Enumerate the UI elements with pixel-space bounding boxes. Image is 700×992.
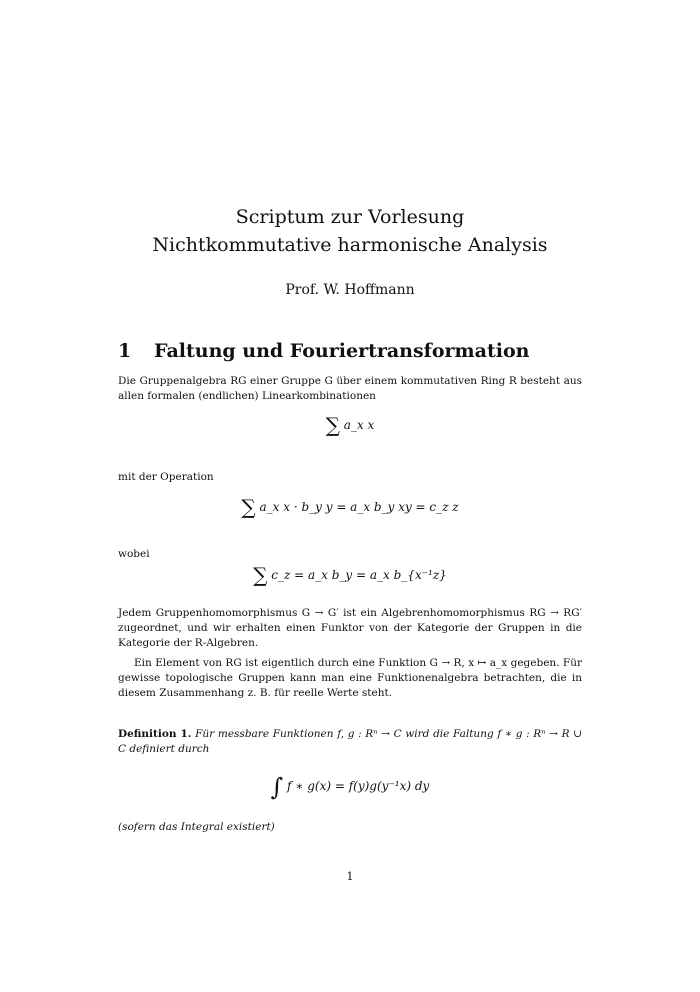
formula-convolution: [0, 773, 700, 801]
formula-coefficients: [0, 563, 700, 587]
remark-text: (sofern das Integral existiert): [118, 821, 275, 833]
definition-text: Für messbare Funktionen f, g : Rⁿ → C wird die Faltung f ∗ g : Rⁿ → R ∪ C definiert durch: [118, 728, 582, 755]
formula-multiplication: [0, 495, 700, 519]
formula-linear-combination: [0, 413, 700, 437]
paragraph-operation: mit der Operation: [118, 471, 214, 483]
sum-symbol: ∑: [241, 495, 256, 519]
integral-symbol: ∫: [270, 773, 284, 801]
formula-text: a_x x: [343, 418, 375, 432]
formula-text: a_x x · b_y y = a_x b_y xy = c_z z: [259, 500, 459, 514]
sum-symbol: ∑: [253, 563, 268, 587]
page-number: 1: [346, 870, 354, 883]
formula-text: f ∗ g(x) = f(y)g(y⁻¹x) dy: [287, 779, 430, 793]
section-title: Faltung und Fouriertransformation: [154, 340, 530, 362]
author: Prof. W. Hoffmann: [285, 282, 415, 298]
section-heading: [118, 340, 529, 362]
paragraph-functor: Jedem Gruppenhomomorphismus G → G′ ist ein Algebrenhomomorphismus RG → RG′ zugeordnet, und wir erhalten einen Funktor von der Kategorie der Gruppen in die Kategorie der R-Algebren.: [118, 607, 582, 649]
remark: [118, 820, 582, 835]
paragraph-wobei: wobei: [118, 548, 150, 560]
formula-text: c_z = a_x b_y = a_x b_{x⁻¹z}: [271, 568, 447, 582]
document-title-line-2: Nichtkommutative harmonische Analysis: [152, 234, 548, 256]
definition-block: [118, 727, 582, 757]
document-title-line-1: Scriptum zur Vorlesung: [235, 206, 465, 228]
paragraph-group-algebra: Die Gruppenalgebra RG einer Gruppe G über einem kommutativen Ring R besteht aus allen formalen (endlichen) Linearkombinationen: [118, 375, 582, 402]
section-number: 1: [118, 340, 132, 362]
sum-symbol: ∑: [325, 413, 340, 437]
paragraph-element: Ein Element von RG ist eigentlich durch eine Funktion G → R, x ↦ a_x gegeben. Für gewisse topologische Gruppen kann man eine Funktionenalgebra betrachten, die in diesem Zusammenhang z. B. für reelle Werte steht.: [118, 657, 582, 699]
definition-label: Definition 1.: [118, 728, 192, 740]
